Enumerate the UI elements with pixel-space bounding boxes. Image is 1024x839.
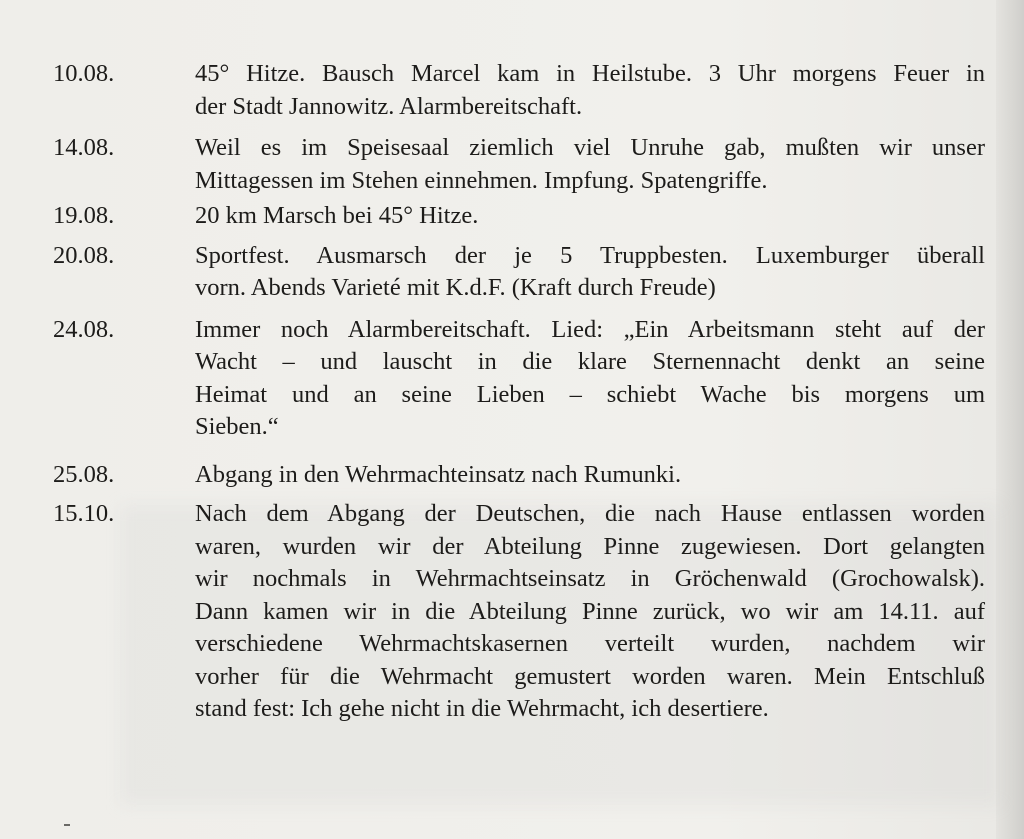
entry-line: Dann kamen wir in die Abteilung Pinne zurück, wo wir am 14.11. auf — [195, 597, 985, 625]
entry-line: Heimat und an seine Lieben – schiebt Wache bis morgens um — [195, 380, 985, 408]
entry-date: 25.08. — [53, 460, 115, 488]
entry-date: 24.08. — [53, 315, 115, 343]
entry-line: waren, wurden wir der Abteilung Pinne zugewiesen. Dort gelangten — [195, 532, 985, 560]
diary-entry-20-08 — [53, 240, 985, 305]
diary-entry-14-08 — [53, 132, 985, 197]
entry-line: verschiedene Wehrmachtskasernen verteilt wurden, nachdem wir — [195, 630, 985, 657]
entry-line: der Stadt Jannowitz. Alarmbereitschaft. — [195, 92, 583, 120]
scan-speck — [64, 824, 70, 826]
diary-entry-24-08 — [53, 314, 985, 444]
entry-line: stand fest: Ich gehe nicht in die Wehrmacht, ich desertiere. — [195, 695, 769, 722]
entry-date: 19.08. — [53, 202, 115, 229]
entry-date: 10.08. — [53, 60, 115, 87]
entry-line: Wacht – und lauscht in die klare Sternennacht denkt an seine — [195, 348, 985, 375]
entry-line: Immer noch Alarmbereitschaft. Lied: „Ein Arbeitsmann steht auf der — [195, 315, 985, 343]
diary-entry-10-08 — [53, 58, 985, 123]
diary-entry-15-10 — [53, 498, 985, 726]
entry-line: Sportfest. Ausmarsch der je 5 Truppbesten. Luxemburger überall — [195, 241, 985, 269]
diary-entry-25-08 — [53, 459, 985, 492]
diary-entries — [53, 58, 985, 726]
entry-line: vorn. Abends Varieté mit K.d.F. (Kraft durch Freude) — [195, 274, 716, 301]
diary-entry-19-08 — [53, 200, 985, 233]
entry-line: Mittagessen im Stehen einnehmen. Impfung. Spatengriffe. — [195, 166, 768, 194]
entry-line: Abgang in den Wehrmachteinsatz nach Rumunki. — [195, 460, 682, 488]
entry-line: Nach dem Abgang der Deutschen, die nach Hause entlassen worden — [195, 500, 985, 527]
entry-date: 20.08. — [53, 241, 115, 269]
entry-line: 20 km Marsch bei 45° Hitze. — [195, 202, 479, 229]
entry-line: vorher für die Wehrmacht gemustert worden waren. Mein Entschluß — [195, 662, 985, 690]
entry-line: 45° Hitze. Bausch Marcel kam in Heilstube. 3 Uhr morgens Feuer in — [195, 60, 985, 87]
entry-line: Weil es im Speisesaal ziemlich viel Unruhe gab, mußten wir unser — [195, 134, 985, 161]
page-edge-shadow — [996, 0, 1024, 839]
entry-date: 15.10. — [53, 500, 115, 527]
entry-date: 14.08. — [53, 134, 115, 161]
entry-line: wir nochmals in Wehrmachtseinsatz in Gröchenwald (Grochowalsk). — [195, 565, 985, 592]
entry-line: Sieben.“ — [195, 413, 279, 440]
